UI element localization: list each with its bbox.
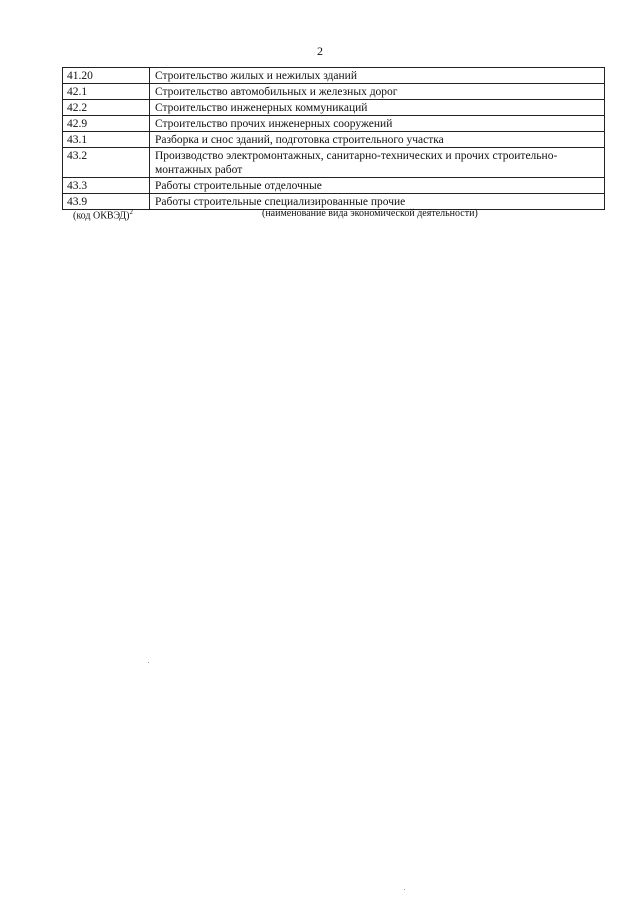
activity-name: Работы строительные специализированные прочие [150,194,605,210]
scan-speck [148,662,149,663]
activity-name: Производство электромонтажных, санитарно-технических и прочих строительно-монтажных работ [150,148,605,178]
activity-name: Строительство жилых и нежилых зданий [150,68,605,84]
activity-name: Работы строительные отделочные [150,178,605,194]
activity-name: Строительство инженерных коммуникаций [150,100,605,116]
okved-code: 42.2 [63,100,150,116]
scan-speck [404,889,405,890]
table-row [63,100,605,116]
table-row [63,84,605,100]
okved-code: 43.2 [63,148,150,178]
table-row [63,116,605,132]
okved-code: 43.3 [63,178,150,194]
activity-name: Строительство прочих инженерных сооружений [150,116,605,132]
okved-code: 43.9 [63,194,150,210]
okved-code: 42.1 [63,84,150,100]
table-row [63,148,605,178]
footnote-marker: 2 [129,208,133,216]
okved-table [62,67,605,210]
okved-code: 42.9 [63,116,150,132]
table-row [63,132,605,148]
okved-code-caption-text: (код ОКВЭД) [73,210,130,222]
okved-code: 41.20 [63,68,150,84]
okved-code: 43.1 [63,132,150,148]
page-number: 2 [317,44,323,58]
okved-code-caption [73,208,133,221]
activity-name: Разборка и снос зданий, подготовка строительного участка [150,132,605,148]
table-row [63,178,605,194]
activity-name: Строительство автомобильных и железных дорог [150,84,605,100]
table-row [63,68,605,84]
activity-name-caption: (наименование вида экономической деятельности) [262,208,478,219]
